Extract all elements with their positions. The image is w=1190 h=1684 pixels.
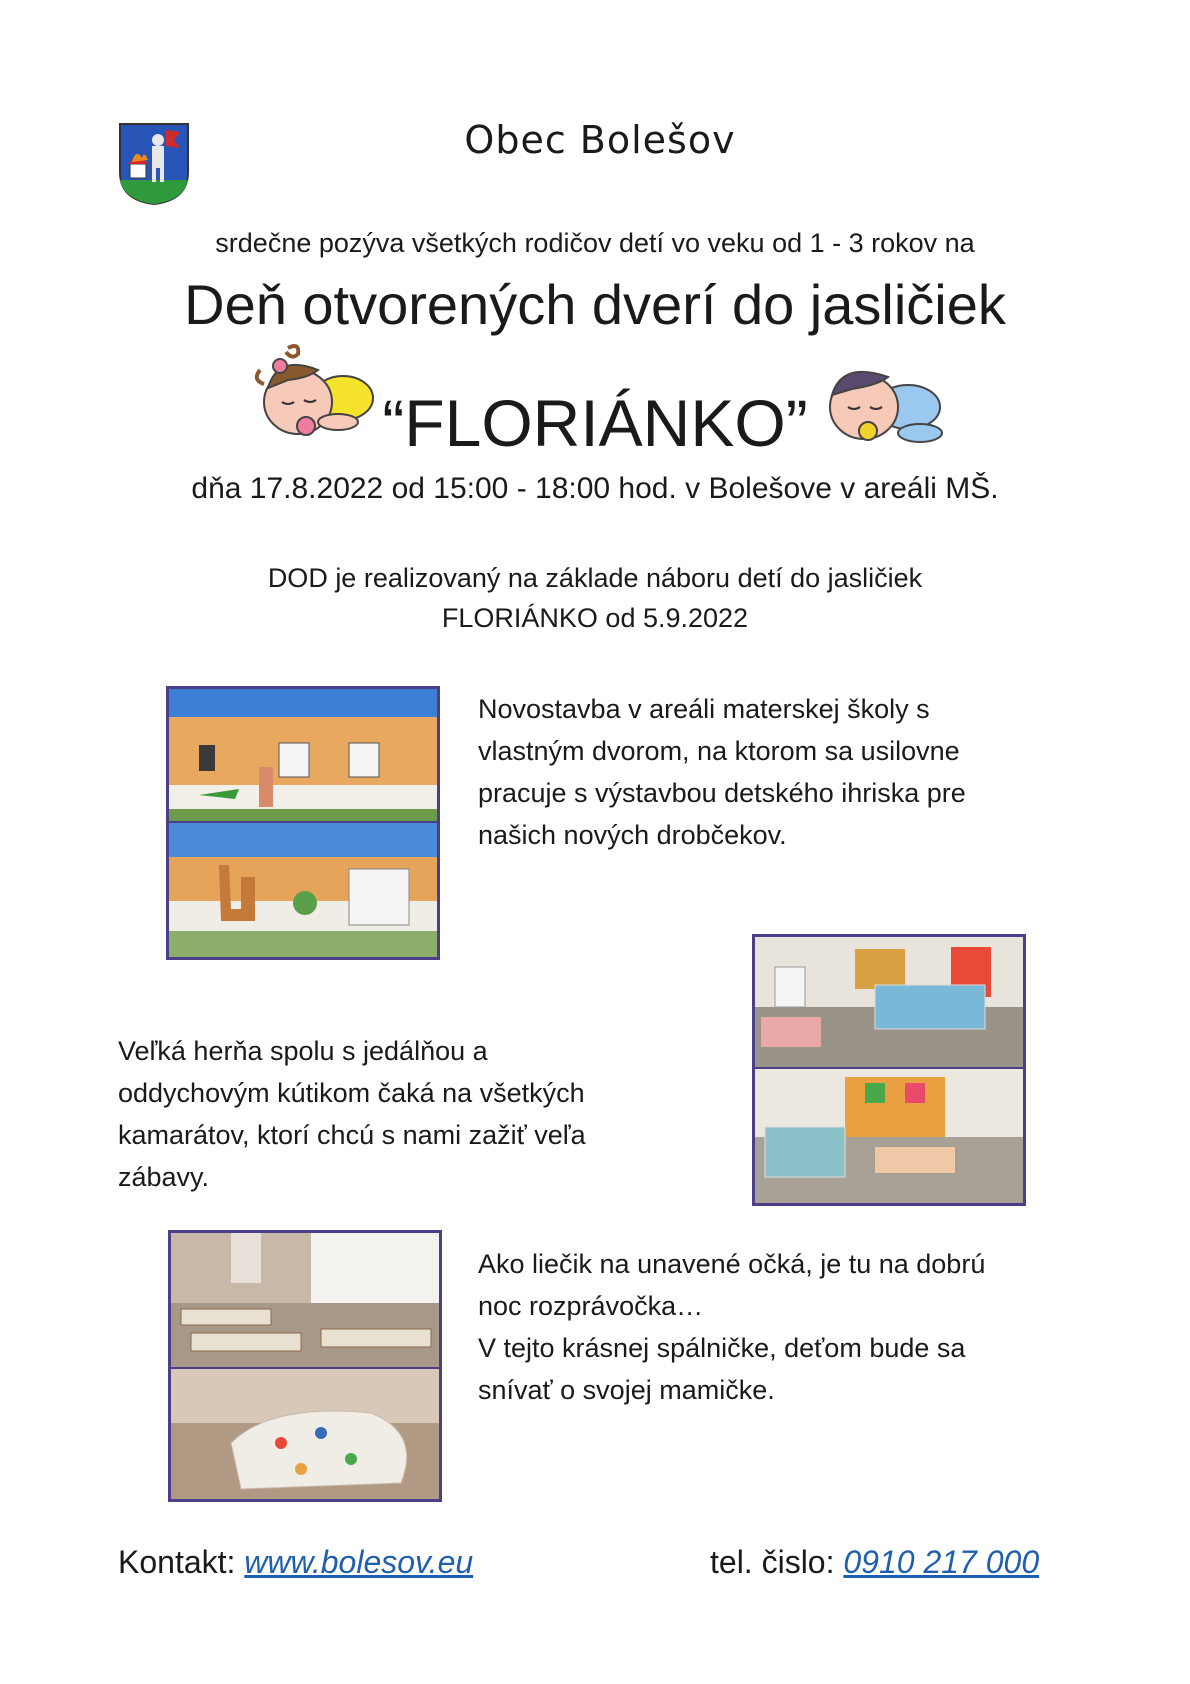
text-line: Veľká herňa spolu s jedálňou a: [118, 1036, 488, 1066]
dod-info-line-1: DOD je realizovaný na základe náboru detí do jasličiek: [267, 563, 923, 593]
text-line: V tejto krásnej spálničke, deťom bude sa: [478, 1333, 966, 1363]
text-line: Novostavba v areáli materskej školy s: [478, 694, 930, 724]
sleeping-baby-boy-icon: [820, 355, 950, 455]
text-line: vlastným dvorom, na ktorom sa usilovne: [478, 736, 960, 766]
coat-of-arms-icon: [118, 122, 190, 206]
text-line: pracuje s výstavbou detského ihriska pre: [478, 778, 966, 808]
playroom-description: [118, 1030, 738, 1198]
dod-info-line-2: FLORIÁNKO od 5.9.2022: [441, 603, 749, 633]
phone-number-link[interactable]: 0910 217 000: [843, 1544, 1040, 1580]
nursery-name: “FLORIÁNKO”: [382, 386, 808, 460]
invitation-text: srdečne pozýva všetkých rodičov detí vo veku od 1 - 3 rokov na: [215, 228, 975, 258]
playroom-photo: [752, 934, 1026, 1206]
contact-line: [118, 1544, 473, 1581]
event-title: Deň otvorených dverí do jasličiek: [184, 273, 1006, 336]
text-line: zábavy.: [118, 1162, 210, 1192]
text-line: našich nových drobčekov.: [478, 820, 787, 850]
text-line: kamarátov, ktorí chcú s nami zažiť veľa: [118, 1120, 586, 1150]
text-line: oddychovým kútikom čaká na všetkých: [118, 1078, 585, 1108]
event-date-line: dňa 17.8.2022 od 15:00 - 18:00 hod. v Bolešove v areáli MŠ.: [191, 472, 999, 505]
building-description: [478, 688, 1098, 856]
municipality-title: Obec Bolešov: [464, 118, 736, 162]
text-line: Ako liečik na unavené očká, je tu na dobrú: [478, 1249, 986, 1279]
phone-label: tel. čislo:: [710, 1544, 844, 1580]
sleeping-baby-girl-icon: [248, 340, 383, 450]
text-line: noc rozprávočka…: [478, 1291, 704, 1321]
text-line: snívať o svojej mamičke.: [478, 1375, 775, 1405]
bedroom-description: [478, 1243, 1118, 1411]
bedroom-photo: [168, 1230, 442, 1502]
website-link[interactable]: www.bolesov.eu: [244, 1544, 474, 1580]
building-photo: [166, 686, 440, 960]
phone-line: [710, 1544, 1039, 1581]
contact-label: Kontakt:: [118, 1544, 245, 1580]
